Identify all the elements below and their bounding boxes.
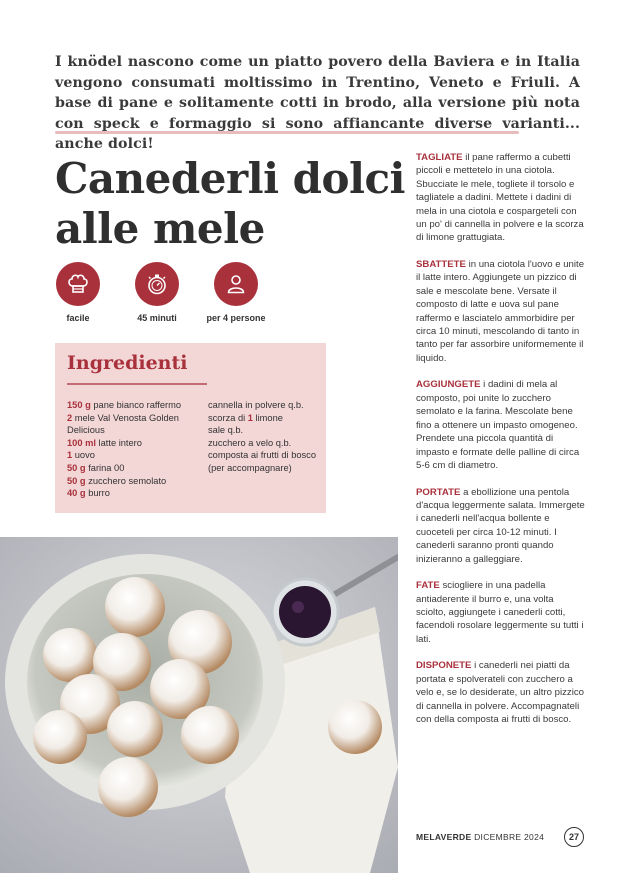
step-paragraph: FATE sciogliere in una padella antiaderente il burro e, una volta sciolto, aggiungete i canederli cotti, facendoli rosolare leggermente su tutti i lati. [416,580,584,645]
badge-servings [191,262,281,323]
ingredient-item: sale q.b. [208,425,244,436]
ingredients-rule [67,383,207,385]
recipe-steps [416,151,586,740]
ingredient-item: scorza di 1 limone [208,412,283,423]
ingredient-item: 150 g pane bianco raffermo [67,400,182,410]
person-icon [214,262,258,306]
step-paragraph: TAGLIATE il pane raffermo a cubetti piccoli e mettetelo in una ciotola. Sbucciate le mele, togliete il torsolo e tagliatele a dadini. Mettete i dadini di mela in una ciotola e cospargeteli con un po' di cannella in polvere e la scorza di limone grattugiata. [416,152,584,244]
badge-difficulty [33,262,123,323]
step-paragraph: PORTATE a ebollizione una pentola d'acqua leggermente salata. Immergete i canederli nell'acqua bollente e cuoceteli per circa 10-12 minuti. I canederli saranno pronti quando inizieranno a galleggiare. [416,486,585,565]
ingredient-item: 40 g burro [67,488,110,499]
title-line-2: alle mele [55,204,265,253]
ingredients-panel [55,343,326,513]
page-footer [416,827,584,847]
step-paragraph: DISPONETE i canederli nei piatti da portata e spolverateli con zucchero a velo e, se lo desiderate, un altro pizzico di cannella in polvere. Accompagnateli con della composta ai frutti di bosco. [416,660,584,725]
ingredient-item: 2 mele Val Venosta Golden Delicious [67,412,179,436]
badge-difficulty-label: facile [66,313,90,323]
intro-underline [55,131,519,134]
canederli-photo [0,537,398,873]
ingredients-title: Ingredienti [67,352,188,374]
ingredient-item: 50 g zucchero semolato [67,475,167,486]
ingredients-list-right [208,399,318,475]
ingredient-item: zucchero a velo q.b. [208,437,292,448]
step-paragraph: AGGIUNGETE i dadini di mela al composto, poi unite lo zucchero semolato e la farina. Mescolate bene fino a ottenere un impasto omogeneo. Prendete una piccola quantità di impasto e formate delle palline di circa 5-6 cm di diametro. [416,379,580,471]
recipe-title [55,154,405,254]
ingredient-item: 100 ml latte intero [67,437,142,448]
ingredient-item: cannella in polvere q.b. [208,400,304,410]
ingredient-item: composta ai frutti di bosco (per accompagnare) [208,450,316,473]
badge-servings-label: per 4 persone [206,313,266,323]
badge-time [112,262,202,323]
page-number: 27 [564,827,584,847]
title-line-1: Canederli dolci [55,154,406,203]
step-paragraph: SBATTETE in una ciotola l'uovo e unite il latte intero. Aggiungete un pizzico di sale e mescolate bene. Versate il composto di latte e uova sul pane raffermo e lasciatelo ammorbidire per circa 10 minuti, mescolando di tanto in tanto per far assorbire uniformemente il liquido. [416,259,585,364]
magazine-brand: MELAVERDE DICEMBRE 2024 [416,832,545,842]
ingredients-list-left [67,399,207,500]
badge-time-label: 45 minuti [137,313,177,323]
ingredient-item: 50 g farina 00 [67,462,125,473]
intro-paragraph: I knödel nascono come un piatto povero della Baviera e in Italia vengono consumati moltissimo in Trentino, Veneto e Friuli. A base di pane e solitamente cotti in brodo, alla versione più nota con speck e formaggio si sono affiancante diverse varianti... anche dolci! [55,54,580,152]
ingredient-item: 1 uovo [67,450,95,461]
stopwatch-icon [135,262,179,306]
chef-hat-icon [56,262,100,306]
